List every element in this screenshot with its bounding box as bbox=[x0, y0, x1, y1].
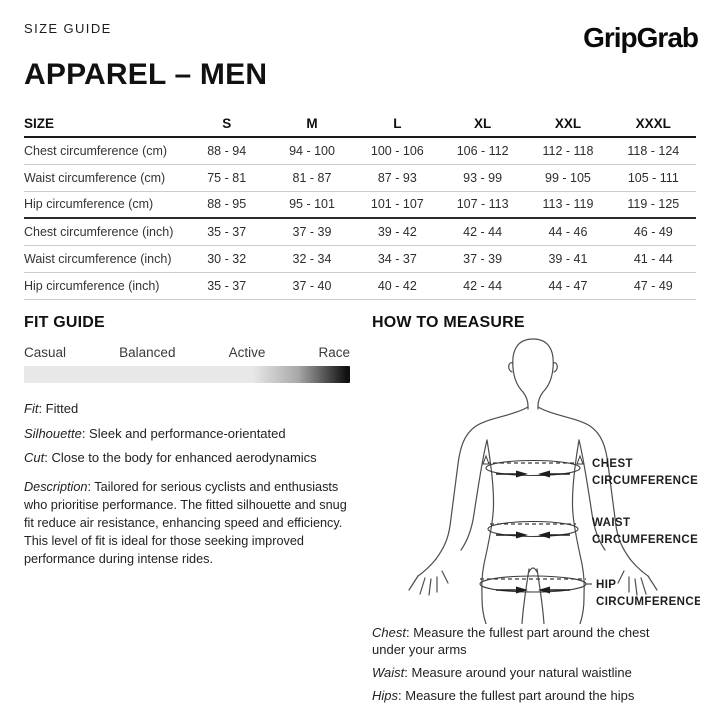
table-row bbox=[24, 218, 696, 245]
waist-circumference-label: WAIST bbox=[592, 517, 631, 529]
attr-value: : Close to the body for enhanced aerodynamics bbox=[44, 450, 317, 465]
page-kicker: SIZE GUIDE bbox=[24, 21, 112, 36]
head-outline bbox=[513, 339, 554, 409]
cell-value: 39 - 41 bbox=[525, 245, 610, 272]
gripgrab-logo: GripGrab bbox=[583, 22, 698, 53]
fit-description bbox=[24, 478, 360, 568]
col-header-xxxl: XXXL bbox=[611, 110, 696, 137]
attr-label: Fit bbox=[24, 401, 39, 416]
row-label: Hip circumference (inch) bbox=[24, 272, 184, 299]
instruction-label: Hips bbox=[372, 688, 399, 703]
instruction-text: : Measure the fullest part around the chest under your arms bbox=[372, 625, 650, 657]
cell-value: 44 - 46 bbox=[525, 218, 610, 245]
cell-value: 42 - 44 bbox=[440, 272, 525, 299]
size-table bbox=[24, 110, 696, 300]
fit-guide-heading: FIT GUIDE bbox=[24, 314, 105, 331]
cell-value: 95 - 101 bbox=[269, 191, 354, 218]
cell-value: 37 - 39 bbox=[440, 245, 525, 272]
instruction-label: Chest bbox=[372, 625, 406, 640]
cell-value: 41 - 44 bbox=[611, 245, 696, 272]
table-row bbox=[24, 272, 696, 299]
arrow-right-icon bbox=[516, 532, 528, 539]
cell-value: 44 - 47 bbox=[525, 272, 610, 299]
row-label: Waist circumference (cm) bbox=[24, 164, 184, 191]
cell-value: 113 - 119 bbox=[525, 191, 610, 218]
cell-value: 119 - 125 bbox=[611, 191, 696, 218]
col-header-s: S bbox=[184, 110, 269, 137]
measurement-diagram bbox=[370, 336, 700, 624]
head-jaw-left bbox=[513, 368, 528, 409]
inner-arm-left bbox=[461, 440, 487, 550]
cell-value: 46 - 49 bbox=[611, 218, 696, 245]
fit-guide-section bbox=[24, 314, 350, 568]
col-header-xl: XL bbox=[440, 110, 525, 137]
attr-label: Silhouette bbox=[24, 425, 82, 441]
description-label: Description bbox=[24, 480, 88, 494]
cell-value: 106 - 112 bbox=[440, 137, 525, 164]
cell-value: 112 - 118 bbox=[525, 137, 610, 164]
arrow-left-icon bbox=[538, 471, 550, 478]
fit-attr-cut bbox=[24, 450, 350, 466]
cell-value: 35 - 37 bbox=[184, 218, 269, 245]
cell-value: 94 - 100 bbox=[269, 137, 354, 164]
chest-circumference-label: CHEST bbox=[592, 458, 633, 470]
hand-right bbox=[618, 559, 657, 595]
scale-label-active: Active bbox=[228, 345, 266, 360]
inner-leg-right bbox=[537, 569, 544, 624]
attr-value: : Sleek and performance-orientated bbox=[81, 425, 286, 441]
size-table-header-row bbox=[24, 110, 696, 137]
hips-instruction bbox=[372, 687, 672, 704]
cell-value: 88 - 95 bbox=[184, 191, 269, 218]
table-row bbox=[24, 164, 696, 191]
cell-value: 99 - 105 bbox=[525, 164, 610, 191]
waist-measure-ring bbox=[488, 522, 578, 539]
col-header-m: M bbox=[269, 110, 354, 137]
row-label: Chest circumference (cm) bbox=[24, 137, 184, 164]
cell-value: 42 - 44 bbox=[440, 218, 525, 245]
table-row bbox=[24, 137, 696, 164]
instruction-text: : Measure the fullest part around the hips bbox=[398, 688, 635, 703]
fit-attr-fit bbox=[24, 401, 350, 417]
cell-value: 37 - 40 bbox=[269, 272, 354, 299]
cell-value: 118 - 124 bbox=[611, 137, 696, 164]
hip-measure-ring bbox=[480, 576, 592, 594]
instruction-label: Waist bbox=[372, 665, 405, 680]
cell-value: 81 - 87 bbox=[269, 164, 354, 191]
hand-left bbox=[409, 559, 448, 595]
how-to-measure-heading: HOW TO MEASURE bbox=[372, 314, 525, 331]
cell-value: 100 - 106 bbox=[355, 137, 440, 164]
measure-instructions bbox=[372, 624, 672, 710]
cell-value: 88 - 94 bbox=[184, 137, 269, 164]
col-header-size: SIZE bbox=[24, 110, 184, 137]
scale-label-balanced: Balanced bbox=[119, 345, 176, 360]
description-text: : Tailored for serious cyclists and enthusiasts who prioritise performance. The fitted silhouette and snug fit reduce air resistance, enhancing speed and efficiency. This level of fit is ideal for those seeking improved performance during intense rides. bbox=[24, 480, 347, 566]
cell-value: 105 - 111 bbox=[611, 164, 696, 191]
body-outline-illustration bbox=[370, 336, 700, 624]
chest-instruction bbox=[372, 624, 672, 658]
scale-label-race: Race bbox=[318, 345, 350, 360]
svg-text:CIRCUMFERENCE: CIRCUMFERENCE bbox=[596, 596, 700, 608]
waist-instruction bbox=[372, 664, 672, 681]
inner-leg-left bbox=[522, 569, 529, 624]
instruction-text: : Measure around your natural waistline bbox=[404, 665, 632, 680]
scale-label-casual: Casual bbox=[24, 345, 67, 360]
arrow-left-icon bbox=[538, 532, 550, 539]
fit-scale-labels bbox=[24, 345, 350, 360]
table-row bbox=[24, 191, 696, 218]
cell-value: 87 - 93 bbox=[355, 164, 440, 191]
fit-attr-silhouette bbox=[24, 426, 350, 442]
page-title: APPAREL – MEN bbox=[24, 58, 268, 91]
cell-value: 39 - 42 bbox=[355, 218, 440, 245]
cell-value: 32 - 34 bbox=[269, 245, 354, 272]
row-label: Chest circumference (inch) bbox=[24, 218, 184, 245]
chest-measure-ring bbox=[483, 456, 583, 478]
attr-label: Cut bbox=[24, 450, 45, 465]
row-label: Hip circumference (cm) bbox=[24, 191, 184, 218]
cell-value: 35 - 37 bbox=[184, 272, 269, 299]
attr-value: : Fitted bbox=[38, 401, 79, 416]
cell-value: 37 - 39 bbox=[269, 218, 354, 245]
col-header-l: L bbox=[355, 110, 440, 137]
svg-text:CIRCUMFERENCE: CIRCUMFERENCE bbox=[592, 475, 699, 487]
cell-value: 34 - 37 bbox=[355, 245, 440, 272]
cell-value: 47 - 49 bbox=[611, 272, 696, 299]
hip-circumference-label: HIP bbox=[596, 579, 617, 591]
row-label: Waist circumference (inch) bbox=[24, 245, 184, 272]
cell-value: 30 - 32 bbox=[184, 245, 269, 272]
cell-value: 75 - 81 bbox=[184, 164, 269, 191]
col-header-xxl: XXL bbox=[525, 110, 610, 137]
cell-value: 93 - 99 bbox=[440, 164, 525, 191]
crotch-line bbox=[529, 568, 537, 572]
cell-value: 107 - 113 bbox=[440, 191, 525, 218]
table-row bbox=[24, 245, 696, 272]
fit-scale-gradient-bar bbox=[24, 366, 350, 383]
cell-value: 40 - 42 bbox=[355, 272, 440, 299]
fit-attributes bbox=[24, 401, 350, 466]
cell-value: 101 - 107 bbox=[355, 191, 440, 218]
arrow-right-icon bbox=[516, 471, 528, 478]
svg-text:CIRCUMFERENCE: CIRCUMFERENCE bbox=[592, 534, 699, 546]
